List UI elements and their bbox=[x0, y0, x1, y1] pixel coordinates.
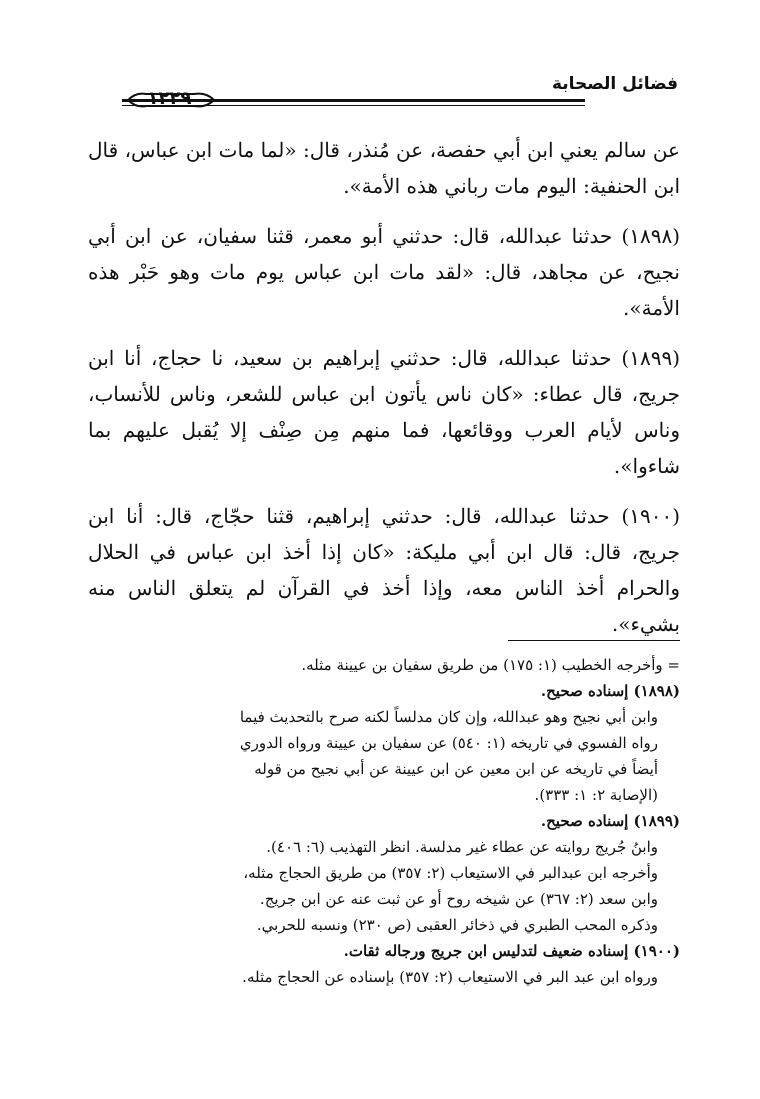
footnote-line: وأخرجه ابن عبدالبر في الاستيعاب (٢: ٣٥٧) من طريق الحجاج مثله، bbox=[243, 864, 658, 882]
footnote-line: = وأخرجه الخطيب (١: ١٧٥) من طريق سفيان بن عيينة مثله. bbox=[301, 656, 680, 674]
paragraph-1: عن سالم يعني ابن أبي حفصة، عن مُنذر، قال: «لما مات ابن عباس، قال ابن الحنفية: اليوم مات رباني هذه الأمة». bbox=[88, 138, 680, 198]
paragraph-1900: (١٩٠٠) حدثنا عبدالله، قال: حدثني إبراهيم، قثنا حجّاج، قال: أنا ابن جريج، قال: قال ابن أبي مليكة: «كان إذا أخذ ابن عباس في الحلال والحرام أخذ الناس معه، وإذا أخذ في القرآن لم يتعلق الناس منه بشيء». bbox=[88, 504, 680, 636]
footnote-separator bbox=[508, 640, 680, 641]
footnote-heading-1900: (١٩٠٠) إسناده ضعيف لتدليس ابن جريج ورجاله ثقات. bbox=[343, 942, 680, 960]
footnote-line: ورواه ابن عبد البر في الاستيعاب (٢: ٣٥٧) بإسناده عن الحجاج مثله. bbox=[242, 968, 658, 986]
footnote-line: وابن أبي نجيح وهو عبدالله، وإن كان مدلساً لكنه صرح بالتحديث فيما bbox=[239, 708, 658, 726]
footnote-heading-1898: (١٨٩٨) إسناده صحيح. bbox=[540, 682, 680, 700]
running-header-title: فضائل الصحابة bbox=[551, 74, 678, 94]
footnote-line: (الإصابة ٢: ١: ٣٣٣). bbox=[534, 786, 658, 804]
page-number: ١٢٢٩ bbox=[147, 88, 192, 109]
paragraph-1898: (١٨٩٨) حدثنا عبدالله، قال: حدثني أبو معمر، قثنا سفيان، عن ابن أبي نجيح، عن مجاهد، قال: «لقد مات ابن عباس يوم مات وهو حَبْر هذه الأمة». bbox=[88, 224, 680, 320]
footnote-line: رواه الفسوي في تاريخه (١: ٥٤٠) عن سفيان بن عيينة ورواه الدوري bbox=[239, 734, 658, 752]
paragraph-1899: (١٨٩٩) حدثنا عبدالله، قال: حدثني إبراهيم بن سعيد، نا حجاج، أنا ابن جريج، قال عطاء: «كان ناس يأتون ابن عباس للشعر، وناس للأنساب، وناس لأيام العرب ووقائعها، فما منهم مِن صِنْف إلا يُقبل عليهم بما شاءوا». bbox=[88, 346, 680, 478]
main-text bbox=[88, 132, 680, 656]
footnote-line: وذكره المحب الطبري في ذخائر العقبى (ص ٢٣٠) ونسبه للحربي. bbox=[256, 916, 658, 934]
footnote-line: أيضاً في تاريخه عن ابن معين عن ابن عيينة عن أبي نجيح من قوله bbox=[254, 760, 658, 778]
footnote-line: وابن سعد (٢: ٣٦٧) عن شيخه روح أو عن ثبت عنه عن ابن جريج. bbox=[259, 890, 658, 908]
footnote-line: وابنُ جُريج روايته عن عطاء غير مدلسة. انظر التهذيب (٦: ٤٠٦). bbox=[266, 838, 658, 856]
footnote-heading-1899: (١٨٩٩) إسناده صحيح. bbox=[540, 812, 680, 830]
footnotes bbox=[88, 652, 680, 990]
